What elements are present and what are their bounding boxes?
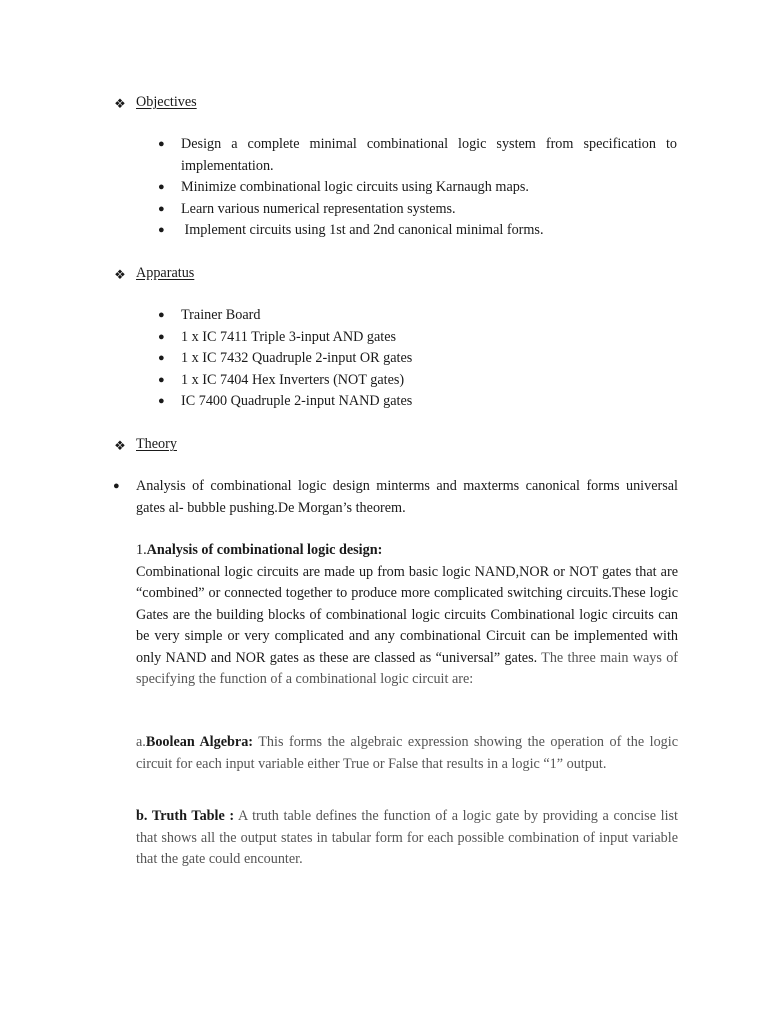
objectives-heading — [113, 92, 197, 114]
apparatus-title: Apparatus — [136, 265, 195, 282]
item-a-heading: Boolean Algebra: — [145, 734, 254, 750]
diamond-bullet-icon: ❖ — [114, 437, 126, 453]
bullet-dot-icon: ● — [113, 480, 120, 492]
list-item: ● Learn various numerical representation systems. — [157, 199, 677, 221]
bullet-dot-icon: ● — [158, 224, 165, 236]
bullet-dot-icon: ● — [158, 181, 165, 193]
bullet-dot-icon: ● — [158, 202, 165, 215]
section-1-title: Analysis of combinational logic design: — [146, 542, 383, 558]
bullet-dot-icon: ● — [158, 138, 165, 150]
section-1-number: 1. — [136, 542, 147, 558]
list-item: ● Minimize combinational logic circuits using Karnaugh maps. — [157, 177, 677, 199]
list-item: ● Implement circuits using 1st and 2nd canonical minimal forms. — [157, 220, 677, 242]
list-item: ● 1 x IC 7432 Quadruple 2-input OR gates — [157, 348, 677, 370]
theory-bullet-text: Analysis of combinational logic design minterms and maxterms canonical forms universal gates al- bubble pushing.De Morgan’s theorem. — [136, 478, 678, 516]
list-item: ● 1 x IC 7411 Triple 3-input AND gates — [157, 327, 677, 349]
diamond-bullet-icon: ❖ — [114, 95, 126, 111]
bullet-dot-icon: ● — [158, 352, 165, 364]
section-1 — [136, 540, 678, 691]
bullet-dot-icon: ● — [158, 309, 165, 321]
bullet-dot-icon: ● — [158, 373, 165, 386]
item-b-heading: b. Truth Table : — [136, 808, 235, 824]
list-item: ● Trainer Board — [157, 305, 677, 327]
item-a-boolean-algebra — [136, 732, 678, 775]
diamond-bullet-icon: ❖ — [114, 266, 126, 282]
apparatus-heading — [113, 263, 194, 285]
bullet-dot-icon: ● — [158, 330, 165, 343]
section-1-heading — [136, 540, 678, 562]
item-a-body: This forms the algebraic expression showing the operation of the logic circuit for each input variable either True or False that results in a logic “1” output. — [136, 734, 678, 772]
section-1-body-text: Combinational logic circuits are made up from basic logic NAND,NOR or NOT gates that are “combined” or connected together to produce more complicated switching circuits.These logic Gates are the building blocks of combinational logic circuits Combinational logic circuits can be very simple or very complicated and any combinational Circuit can be implemented with only NAND and NOR gates as these are classed as “universal” gates. — [136, 563, 678, 666]
theory-title: Theory — [136, 436, 177, 453]
item-a-prefix: a. — [136, 734, 146, 750]
theory-heading — [113, 434, 177, 456]
section-1-body-intro: The three main ways of specifying the function of a combinational logic circuit are: — [136, 649, 679, 687]
item-b-truth-table — [136, 806, 678, 871]
section-1-body — [136, 562, 678, 691]
list-item: ● Design a complete minimal combinational logic system from specification to implementation. — [158, 136, 677, 174]
objectives-list — [157, 134, 677, 242]
objectives-title: Objectives — [136, 94, 197, 111]
theory-bullet — [113, 476, 678, 519]
item-b-body: A truth table defines the function of a logic gate by providing a concise list that shows all the output states in tabular form for each possible combination of input variable that the gate could encounter. — [136, 808, 678, 867]
bullet-dot-icon: ● — [158, 395, 165, 407]
list-item: ● 1 x IC 7404 Hex Inverters (NOT gates) — [157, 370, 677, 392]
list-item: ● IC 7400 Quadruple 2-input NAND gates — [157, 391, 677, 413]
apparatus-list — [157, 305, 677, 413]
